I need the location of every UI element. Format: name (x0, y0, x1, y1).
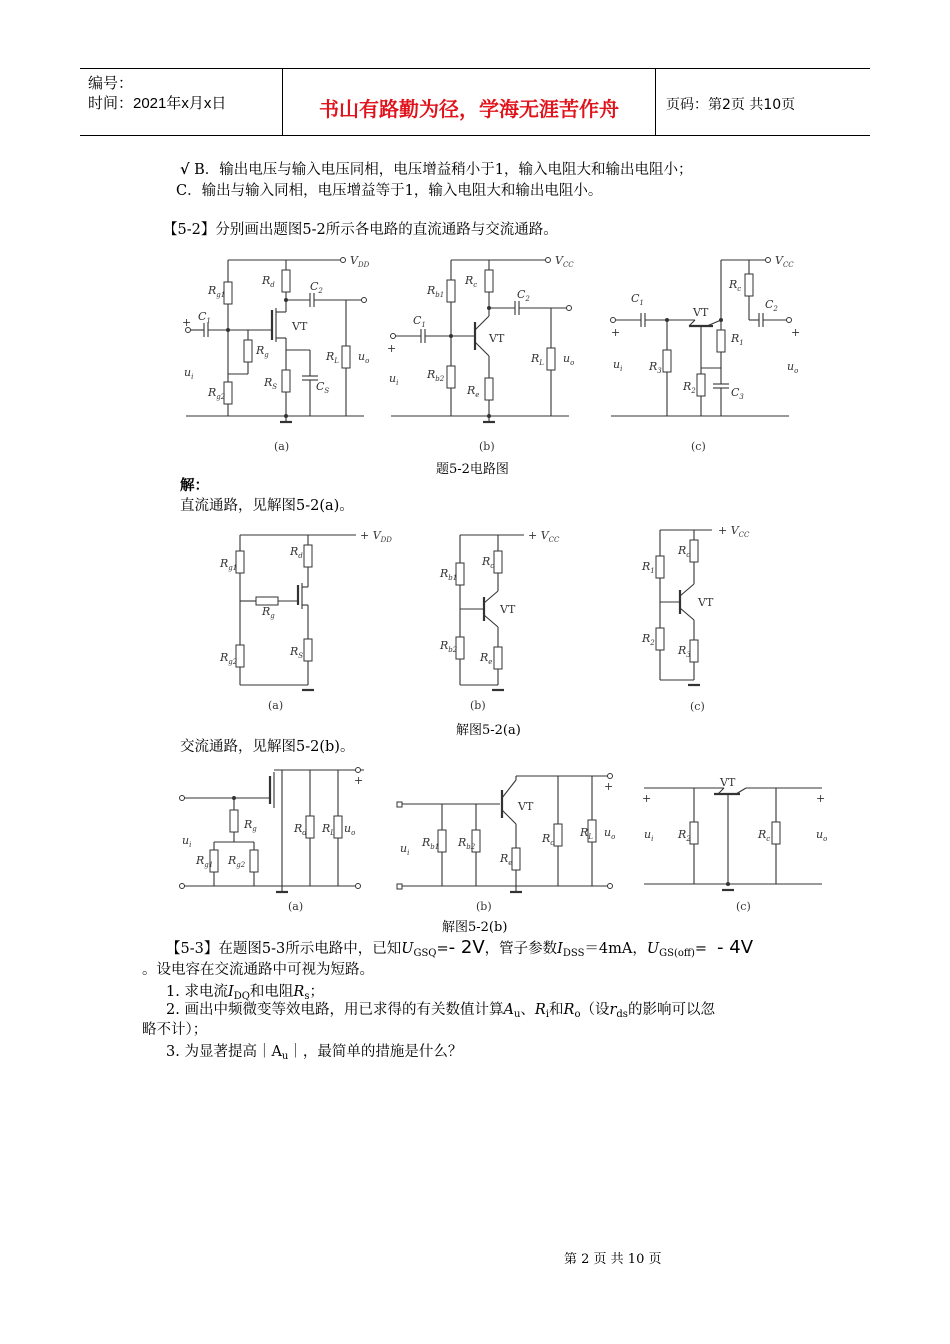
vt-label-c: VT (693, 306, 709, 319)
header-divider-1 (282, 68, 283, 136)
vcc-label-b: $V_{CC}$ (555, 254, 574, 269)
r2-label: $R_2$ (683, 380, 696, 395)
question-5-3: 【5-3】在题图5-3所示电路中，已知$U_{GSQ}=-$ 2V，管子参数$I_{DSS}=4mA$，$U_{GS(off)}= - 4V$ (166, 937, 754, 959)
rl-label: $R_L$ (326, 350, 339, 365)
rc-label-c: $R_c$ (729, 278, 742, 293)
svg-text:RL: $R_L$ (322, 822, 335, 837)
ui-label: $u_i$ (184, 366, 194, 381)
vt-label-b: VT (489, 332, 505, 345)
vdd-label: $V_{DD}$ (350, 254, 370, 269)
circuit-5-2b (385, 250, 585, 453)
svg-text:+: + (604, 780, 614, 793)
check-mark-icon: √ (180, 161, 190, 178)
c2-label: $C_2$ (310, 280, 323, 295)
svg-text:Rc: $R_c$ (758, 828, 771, 843)
uo-label-c: $u_o$ (787, 360, 799, 375)
svg-text:Rb1: $R_{b1}$ (422, 836, 440, 851)
resistor-rg (244, 340, 252, 362)
svg-text:R3: $R_3$ (678, 644, 691, 659)
svg-text:Rg1: $R_{g1}$ (196, 854, 214, 869)
svg-text:VT: VT (500, 603, 516, 616)
dc-vcc-label-c: + $V_{CC}$ (718, 524, 750, 539)
vt-label-a: VT (292, 320, 308, 333)
question-5-3-item-3: 3. 为显著提高$|A_u|$，最简单的措施是什么？ (166, 1044, 463, 1062)
ac-circuit-a (178, 762, 378, 912)
rb1-label: $R_{b1}$ (427, 284, 445, 299)
svg-text:+: + (791, 326, 801, 339)
rs-label: $R_S$ (264, 376, 278, 391)
rg1-label: $R_{g1}$ (208, 284, 226, 299)
option-b (180, 160, 693, 180)
svg-text:Re: $R_e$ (480, 651, 493, 666)
resistor-rl (342, 346, 350, 368)
dc-vdd-label: + $V_{DD}$ (360, 529, 392, 544)
r3-label: $R_3$ (649, 360, 662, 375)
svg-text:+: + (642, 792, 652, 805)
svg-text:(a): (a) (288, 900, 304, 913)
svg-text:VT: VT (518, 800, 534, 813)
c1-label-b: $C_1$ (413, 314, 426, 329)
svg-text:+: + (182, 316, 192, 329)
ui-label-c: $u_i$ (613, 358, 623, 373)
svg-text:Rd: $R_d$ (290, 545, 303, 560)
circuit-5-2a (180, 250, 380, 453)
svg-text:uo: $u_o$ (344, 822, 356, 837)
svg-text:Rd: $R_d$ (294, 822, 307, 837)
rg-label: $R_g$ (256, 344, 269, 359)
question-text: 分别画出题图5-2所示各电路的直流通路与交流通路。 (215, 222, 558, 238)
circuit-5-2c (605, 250, 805, 453)
svg-text:Rc: $R_c$ (542, 832, 555, 847)
question-5-3-cont: 。设电容在交流通路中可视为短路。 (142, 962, 374, 978)
solution-figure-b-caption: 解图5-2(b) (442, 920, 508, 935)
resistor-rc (485, 270, 493, 292)
fig-c-label: (c) (691, 440, 706, 453)
ac-path-text: 交流通路，见解图5-2(b)。 (180, 739, 355, 755)
fig-b-label: (b) (479, 440, 495, 453)
resistor-rc-c (745, 274, 753, 296)
dc-circuit-a (220, 525, 420, 715)
question-5-2 (163, 220, 558, 240)
dc-vcc-label-b: + $V_{CC}$ (528, 529, 560, 544)
resistor-r2 (697, 374, 705, 396)
resistor-rs (282, 370, 290, 392)
svg-text:ui: $u_i$ (182, 834, 192, 849)
option-b-text: B．输出电压与输入电压同相，电压增益稍小于1，输入电阻大和输出电阻小； (194, 162, 693, 178)
resistor-rl-b (547, 348, 555, 370)
question-tag: 【5-2】 (163, 222, 216, 238)
svg-text:(c): (c) (690, 700, 705, 713)
svg-text:(c): (c) (736, 900, 751, 913)
svg-text:+: + (611, 326, 621, 339)
r1-label: $R_1$ (731, 332, 744, 347)
svg-text:+: + (387, 342, 397, 355)
question-5-3-item-2-cont: 略不计）； (142, 1022, 208, 1038)
svg-text:(a): (a) (268, 699, 284, 712)
svg-text:+: + (354, 774, 364, 787)
ui-label-b: $u_i$ (389, 372, 399, 387)
svg-text:uo: $u_o$ (604, 826, 616, 841)
svg-text:ui: $u_i$ (644, 828, 654, 843)
svg-text:Rb2: $R_{b2}$ (440, 639, 458, 654)
svg-text:Rb1: $R_{b1}$ (440, 567, 458, 582)
c2-label-c: $C_2$ (765, 298, 778, 313)
svg-text:VT: VT (698, 596, 714, 609)
resistor-r1 (717, 330, 725, 352)
header-bottom-border (80, 135, 870, 136)
svg-text:Rg1: $R_{g1}$ (220, 557, 238, 572)
uo-label: $u_o$ (358, 350, 370, 365)
re-label: $R_e$ (467, 384, 480, 399)
resistor-re (485, 378, 493, 400)
svg-text:R1: $R_1$ (642, 560, 655, 575)
resistor-rb1 (447, 280, 455, 302)
rg2-label: $R_{g2}$ (208, 386, 226, 401)
ugsoff-value: - 4V (717, 937, 754, 958)
ugsq-value: - 2V (448, 937, 485, 958)
fig-a-label: (a) (274, 440, 290, 453)
resistor-rd (282, 270, 290, 292)
svg-text:+: + (816, 792, 826, 805)
svg-text:Rg: $R_g$ (262, 605, 275, 620)
question-5-3-item-2: 2. 画出中频微变等效电路，用已求得的有关数值计算$A_u$、$R_i$和$R_o$（设$r_{ds}$的影响可以忽 (166, 1002, 715, 1020)
header-motto: 书山有路勤为径，学海无涯苦作舟 (319, 97, 619, 121)
svg-text:Rg2: $R_{g2}$ (228, 854, 246, 869)
rc-label: $R_c$ (465, 274, 478, 289)
vcc-label-c: $V_{CC}$ (775, 254, 794, 269)
solution-label: 解： (180, 477, 209, 494)
svg-text:Rg: $R_g$ (244, 818, 257, 833)
vdd-terminal (341, 258, 346, 263)
svg-text:uo: $u_o$ (816, 828, 828, 843)
dc-circuit-c (638, 520, 798, 713)
page-footer: 第 2 页 共 10 页 (564, 1252, 662, 1267)
resistor-rb2 (447, 366, 455, 388)
c2-label-b: $C_2$ (517, 288, 530, 303)
svg-text:RS: $R_S$ (290, 645, 304, 660)
c1-label-c: $C_1$ (631, 292, 644, 307)
svg-text:VT: VT (720, 776, 736, 789)
svg-text:Rc: $R_c$ (482, 555, 495, 570)
svg-text:R2: $R_2$ (678, 828, 691, 843)
c3-label: $C_3$ (731, 386, 744, 401)
rd-label: $R_d$ (262, 274, 275, 289)
svg-text:Rb2: $R_{b2}$ (458, 836, 476, 851)
dc-circuit-b (438, 525, 598, 715)
svg-text:ui: $u_i$ (400, 842, 410, 857)
question-5-3-item-1: 1. 求电流$I_{DQ}$和电阻$R_s$； (166, 984, 324, 1002)
rb2-label: $R_{b2}$ (427, 368, 445, 383)
rl-label-b: $R_L$ (531, 352, 544, 367)
cs-label: $C_S$ (316, 380, 330, 395)
header-divider-2 (655, 68, 656, 136)
ac-circuit-b (396, 762, 626, 912)
ac-circuit-c (640, 772, 840, 922)
svg-text:R2: $R_2$ (642, 632, 655, 647)
uo-label-b: $u_o$ (563, 352, 575, 367)
figure-5-2-caption: 题5-2电路图 (436, 462, 509, 477)
question-tag-5-3: 【5-3】 (166, 941, 219, 957)
svg-text:Rg2: $R_{g2}$ (220, 651, 238, 666)
resistor-r3 (663, 350, 671, 372)
svg-text:RL: $R_L$ (580, 826, 593, 841)
header-number-label: 编号： (88, 75, 134, 92)
solution-figure-a-caption: 解图5-2(a) (456, 723, 521, 738)
c1-label: $C_1$ (198, 310, 211, 325)
header-top-border (80, 68, 870, 69)
dc-path-text: 直流通路，见解图5-2(a)。 (180, 498, 354, 514)
svg-text:Re: $R_e$ (500, 852, 513, 867)
header-time-label: 时间：2021年x月x日 (88, 95, 227, 112)
svg-text:Rc: $R_c$ (678, 544, 691, 559)
svg-text:(b): (b) (470, 699, 486, 712)
header-page-info: 页码：第2页 共10页 (666, 97, 796, 113)
svg-text:(b): (b) (476, 900, 492, 913)
option-c: C．输出与输入同相，电压增益等于1，输入电阻大和输出电阻小。 (176, 183, 603, 199)
